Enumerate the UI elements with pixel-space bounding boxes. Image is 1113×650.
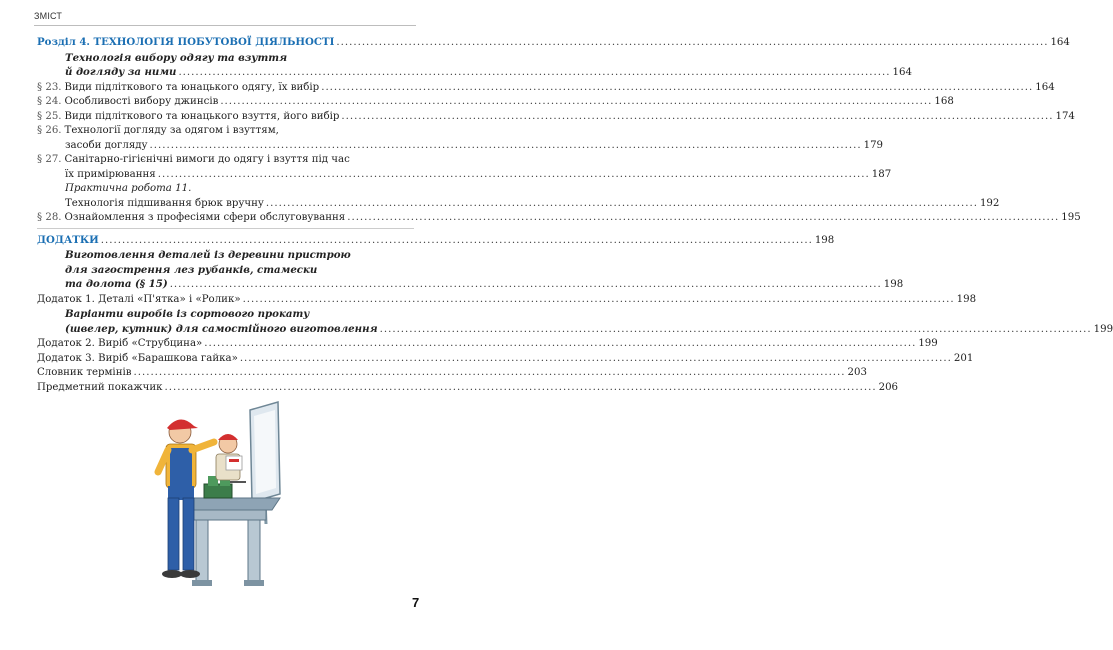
section-number: § 28. — [37, 212, 62, 223]
toc-entry-section4[interactable] — [37, 35, 1070, 51]
toc-text: Словник термінів — [37, 367, 132, 378]
leader-dots — [240, 352, 952, 367]
toc-page: 168 — [934, 96, 954, 107]
toc-page: 192 — [979, 197, 1000, 209]
table-of-contents — [37, 35, 1113, 395]
leader-dots — [150, 139, 862, 154]
toc-entry-p24[interactable] — [37, 95, 954, 110]
toc-entry-appendices[interactable] — [37, 233, 835, 249]
toc-text: Види підліткового та юнацького одягу, їх вибір — [64, 81, 320, 93]
leader-dots — [347, 211, 1059, 226]
section-number: § 25. — [37, 110, 62, 122]
toc-entry-add1[interactable] — [37, 293, 977, 308]
toc-entry-glossary[interactable] — [37, 366, 867, 381]
workshop-illustration — [130, 398, 290, 594]
running-header: ЗМІСТ — [34, 11, 63, 21]
toc-section-title: Розділ 4. ТЕХНОЛОГІЯ ПОБУТОВОЇ ДІЯЛЬНОСТІ — [37, 36, 335, 48]
leader-dots — [158, 168, 870, 183]
leader-dots — [341, 110, 1053, 125]
toc-entry-index[interactable] — [37, 381, 899, 396]
toc-text: та долота (§ 15) — [65, 278, 168, 290]
toc-text: Технології догляду за одягом і взуттям, — [64, 125, 279, 136]
header-divider — [34, 25, 416, 26]
leader-dots — [165, 381, 877, 396]
toc-text: Додаток 3. Виріб «Барашкова гайка» — [37, 352, 238, 364]
toc-text: Ознайомлення з професіями сфери обслуговування — [64, 212, 346, 223]
section-number: § 27. — [37, 154, 62, 165]
toc-text: для загострення лез рубанків, стамески — [65, 263, 318, 276]
leader-dots — [220, 95, 932, 110]
toc-page: 201 — [953, 352, 974, 364]
toc-text: й догляду за ними — [65, 66, 177, 78]
toc-page: 198 — [883, 279, 904, 290]
toc-text: Технологія підшивання брюк вручну — [65, 197, 264, 209]
leader-dots — [170, 278, 882, 293]
section-number: § 24. — [37, 96, 62, 107]
leader-dots — [380, 323, 1092, 338]
toc-entry-add2[interactable] — [37, 337, 938, 352]
toc-text: їх примірювання — [65, 168, 156, 180]
leader-dots — [336, 36, 1048, 51]
leader-dots — [321, 81, 1033, 96]
toc-page: 199 — [1093, 323, 1113, 335]
toc-page: 206 — [878, 381, 899, 393]
toc-page: 198 — [814, 234, 835, 246]
toc-text: Варіанти виробів із сортового прокату — [65, 308, 310, 320]
toc-page: 164 — [1035, 81, 1055, 93]
toc-entry-add3[interactable] — [37, 352, 974, 367]
toc-entry-p23[interactable] — [37, 81, 1055, 96]
toc-text: Санітарно-гігієнічні вимоги до одягу і взуття під час — [64, 154, 350, 165]
toc-entry-variants[interactable] — [37, 307, 1113, 337]
leader-dots — [178, 66, 890, 81]
toc-page: 179 — [863, 139, 884, 151]
toc-page: 174 — [1055, 110, 1075, 122]
leader-dots — [133, 366, 845, 381]
toc-text: Технологія вибору одягу та взуття — [65, 51, 288, 64]
workshop-vise-illustration-icon — [130, 398, 290, 594]
toc-page: 187 — [871, 168, 892, 180]
leader-dots — [243, 293, 955, 308]
toc-entry-practical[interactable] — [37, 182, 1000, 211]
divider — [37, 228, 414, 229]
toc-text: Особливості вибору джинсів — [64, 96, 219, 107]
section-number: § 23. — [37, 81, 62, 93]
page-number: 7 — [412, 595, 420, 610]
toc-entry-wood[interactable] — [37, 248, 904, 293]
toc-entry-p28[interactable] — [37, 211, 1081, 226]
toc-section-title: ДОДАТКИ — [37, 233, 99, 246]
toc-text: Додаток 1. Деталі «П'ятка» і «Ролик» — [37, 293, 241, 305]
toc-page: 203 — [847, 367, 867, 378]
leader-dots — [101, 234, 813, 249]
toc-entry-tech-choice[interactable] — [37, 51, 912, 81]
leader-dots — [204, 337, 916, 352]
toc-text: Виготовлення деталей із деревини пристрою — [65, 249, 351, 261]
toc-page: 164 — [1050, 37, 1070, 48]
toc-text: Види підліткового та юнацького взуття, його вибір — [64, 110, 340, 122]
toc-text: Практична робота 11. — [65, 183, 192, 194]
toc-text: (швелер, кутник) для самостійного виготовлення — [65, 322, 378, 335]
section-number: § 26. — [37, 125, 62, 136]
toc-text: засоби догляду — [65, 139, 148, 151]
toc-text: Предметний покажчик — [37, 381, 163, 393]
toc-entry-p26[interactable] — [37, 124, 884, 153]
toc-text: Додаток 2. Виріб «Струбцина» — [37, 338, 203, 349]
toc-entry-p27[interactable] — [37, 153, 892, 182]
toc-entry-p25[interactable] — [37, 110, 1075, 125]
toc-page: 198 — [956, 293, 977, 305]
leader-dots — [266, 197, 978, 212]
toc-page: 164 — [892, 67, 912, 78]
toc-page: 195 — [1061, 212, 1081, 223]
toc-page: 199 — [918, 338, 938, 349]
